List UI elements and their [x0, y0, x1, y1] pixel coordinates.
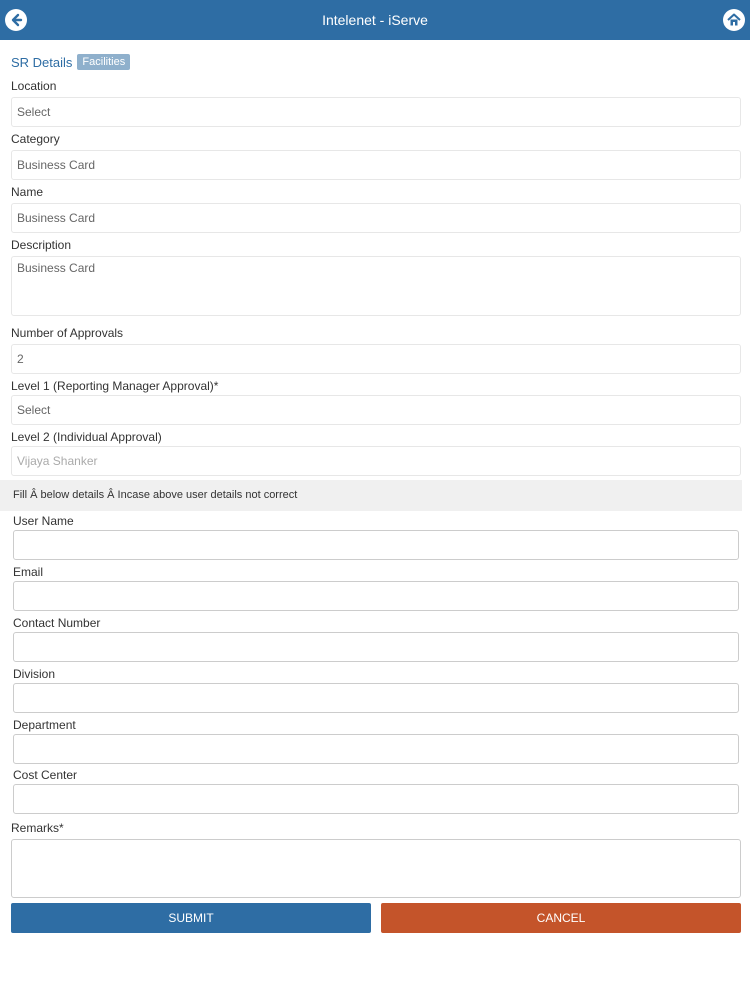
- remarks-textarea[interactable]: [11, 839, 741, 898]
- category-label: Category: [11, 132, 60, 146]
- division-input[interactable]: [13, 683, 739, 713]
- cost-center-input[interactable]: [13, 784, 739, 814]
- remarks-label: Remarks*: [11, 821, 64, 835]
- app-title: Intelenet - iServe: [322, 12, 428, 28]
- description-label: Description: [11, 238, 72, 252]
- user-name-label: User Name: [13, 514, 74, 528]
- approvals-field[interactable]: 2: [11, 344, 741, 374]
- approvals-label: Number of Approvals: [11, 326, 124, 340]
- level2-label: Level 2 (Individual Approval): [11, 430, 162, 444]
- name-field[interactable]: Business Card: [11, 203, 741, 233]
- cancel-button[interactable]: CANCEL: [381, 903, 741, 933]
- home-button[interactable]: [723, 9, 745, 31]
- location-select[interactable]: Select: [11, 97, 741, 127]
- contact-number-label: Contact Number: [13, 616, 101, 630]
- email-label: Email: [13, 565, 44, 579]
- category-field[interactable]: Business Card: [11, 150, 741, 180]
- email-input[interactable]: [13, 581, 739, 611]
- section-title: SR Details: [11, 54, 73, 70]
- name-label: Name: [11, 185, 44, 199]
- description-field[interactable]: Business Card: [11, 256, 741, 316]
- contact-number-input[interactable]: [13, 632, 739, 662]
- app-header: [0, 0, 750, 40]
- home-icon: [726, 12, 742, 28]
- submit-button[interactable]: SUBMIT: [11, 903, 371, 933]
- department-label: Department: [13, 718, 76, 732]
- category-badge: Facilities: [77, 54, 130, 70]
- location-label: Location: [11, 79, 57, 93]
- info-notice: Fill Â below details Â Incase above user details not correct: [0, 480, 742, 511]
- section-header: [11, 53, 130, 71]
- level1-label: Level 1 (Reporting Manager Approval)*: [11, 379, 219, 393]
- division-label: Division: [13, 667, 56, 681]
- cost-center-label: Cost Center: [13, 768, 78, 782]
- department-input[interactable]: [13, 734, 739, 764]
- level2-field[interactable]: Vijaya Shanker: [11, 446, 741, 476]
- level1-select[interactable]: Select: [11, 395, 741, 425]
- user-name-input[interactable]: [13, 530, 739, 560]
